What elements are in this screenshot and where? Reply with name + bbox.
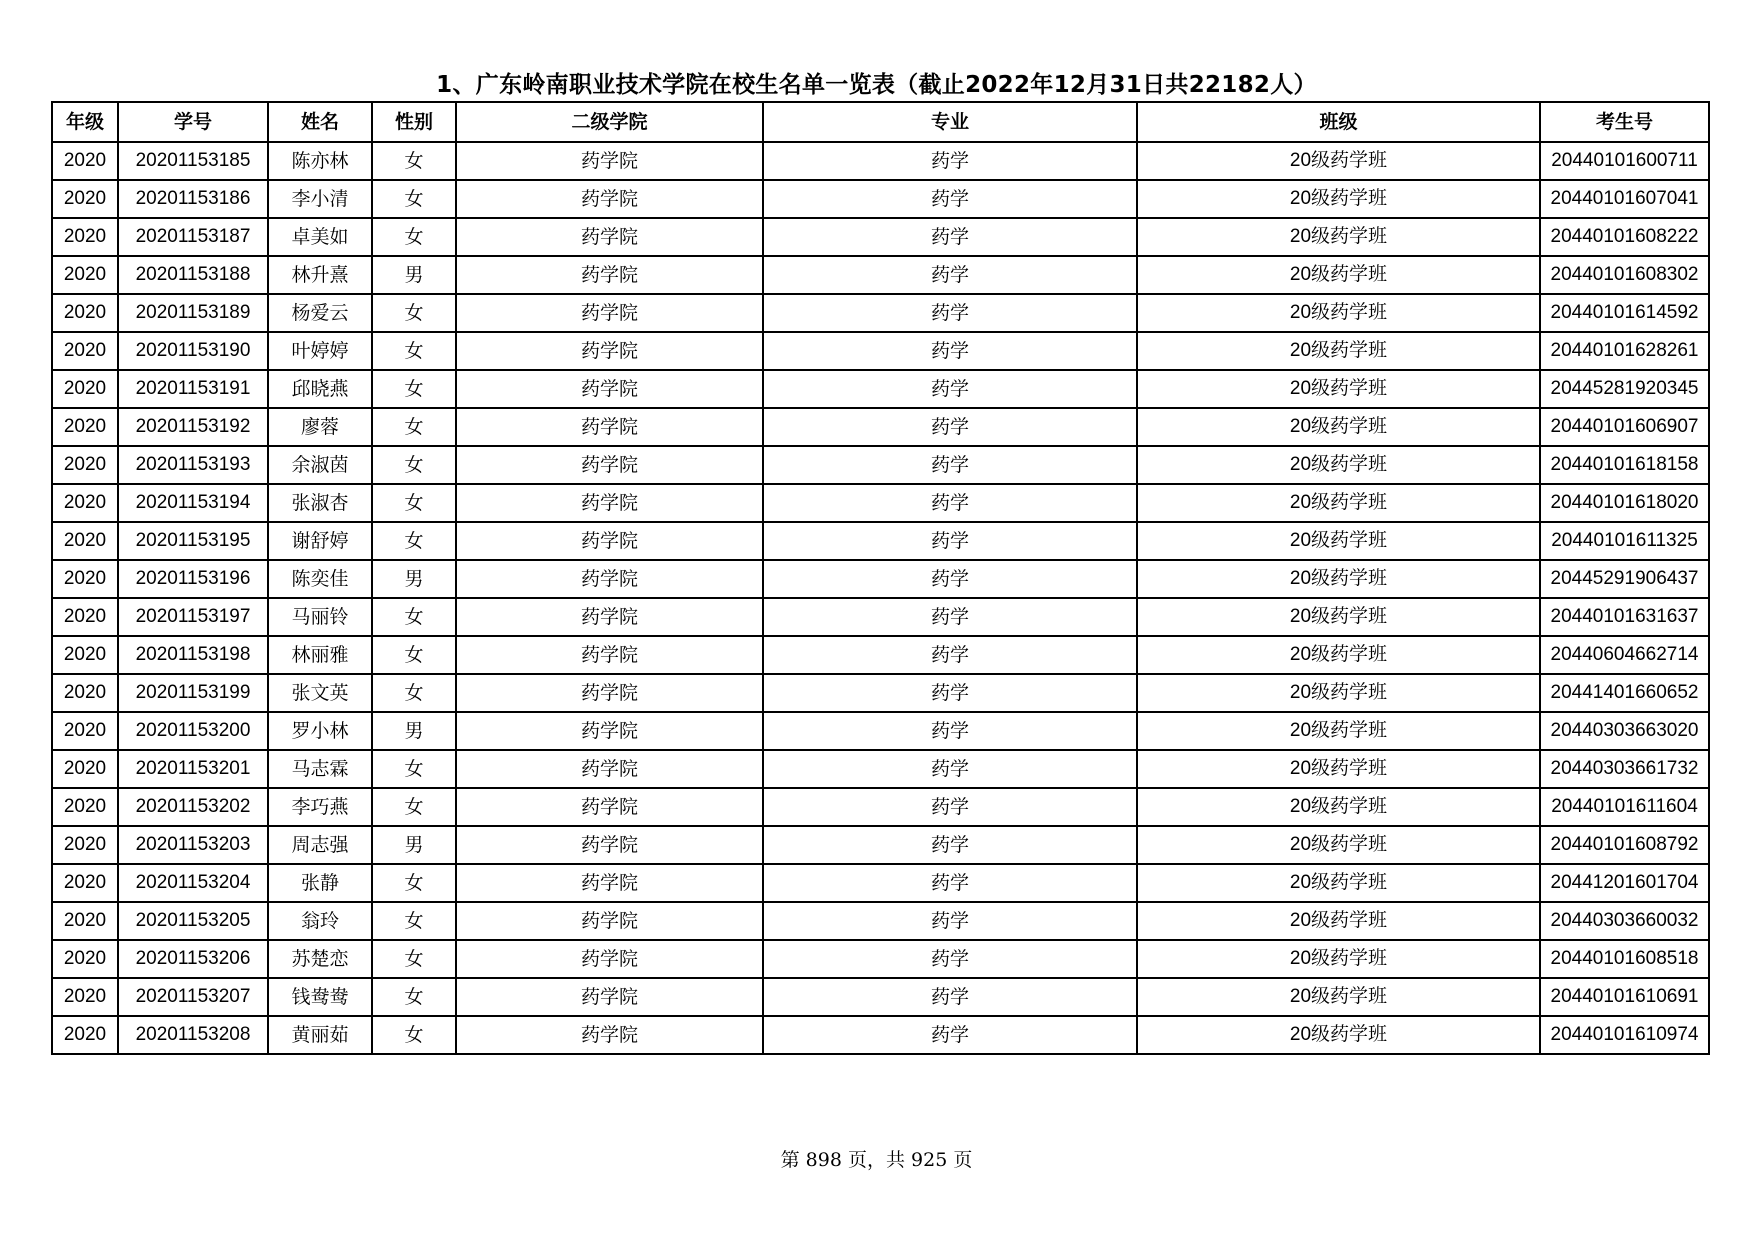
- grade-cell: 2020: [52, 674, 118, 712]
- gender-cell: 女: [372, 978, 456, 1016]
- gender-cell: 男: [372, 826, 456, 864]
- class-cell: 20级药学班: [1137, 598, 1540, 636]
- table-row: [52, 978, 1709, 1016]
- class-cell: 20级药学班: [1137, 560, 1540, 598]
- major-cell: 药学: [763, 636, 1137, 674]
- college-cell: 药学院: [456, 218, 763, 256]
- student-id-cell: 20201153207: [118, 978, 268, 1016]
- student-id-cell: 20201153185: [118, 142, 268, 180]
- student-id-cell: 20201153196: [118, 560, 268, 598]
- student-id-cell: 20201153186: [118, 180, 268, 218]
- student-id-cell: 20201153192: [118, 408, 268, 446]
- name-cell: 马丽铃: [268, 598, 372, 636]
- college-cell: 药学院: [456, 180, 763, 218]
- grade-cell: 2020: [52, 750, 118, 788]
- student-id-cell: 20201153195: [118, 522, 268, 560]
- class-cell: 20级药学班: [1137, 902, 1540, 940]
- exam-number-cell: 20440101628261: [1540, 332, 1709, 370]
- class-cell: 20级药学班: [1137, 370, 1540, 408]
- column-header-class: 班级: [1137, 102, 1540, 142]
- exam-number-cell: 20440101610974: [1540, 1016, 1709, 1054]
- table-row: [52, 712, 1709, 750]
- grade-cell: 2020: [52, 142, 118, 180]
- gender-cell: 女: [372, 408, 456, 446]
- table-row: [52, 408, 1709, 446]
- exam-number-cell: 20440101600711: [1540, 142, 1709, 180]
- grade-cell: 2020: [52, 636, 118, 674]
- name-cell: 陈亦林: [268, 142, 372, 180]
- student-id-cell: 20201153190: [118, 332, 268, 370]
- college-cell: 药学院: [456, 256, 763, 294]
- exam-number-cell: 20445281920345: [1540, 370, 1709, 408]
- gender-cell: 女: [372, 522, 456, 560]
- student-id-cell: 20201153201: [118, 750, 268, 788]
- class-cell: 20级药学班: [1137, 408, 1540, 446]
- exam-number-cell: 20440101611604: [1540, 788, 1709, 826]
- grade-cell: 2020: [52, 560, 118, 598]
- major-cell: 药学: [763, 560, 1137, 598]
- name-cell: 李小清: [268, 180, 372, 218]
- exam-number-cell: 20440101618020: [1540, 484, 1709, 522]
- college-cell: 药学院: [456, 940, 763, 978]
- student-id-cell: 20201153206: [118, 940, 268, 978]
- header-row: [52, 102, 1709, 142]
- table-row: [52, 902, 1709, 940]
- college-cell: 药学院: [456, 636, 763, 674]
- class-cell: 20级药学班: [1137, 294, 1540, 332]
- column-header-grade: 年级: [52, 102, 118, 142]
- name-cell: 苏楚恋: [268, 940, 372, 978]
- gender-cell: 男: [372, 712, 456, 750]
- grade-cell: 2020: [52, 826, 118, 864]
- college-cell: 药学院: [456, 484, 763, 522]
- class-cell: 20级药学班: [1137, 256, 1540, 294]
- major-cell: 药学: [763, 446, 1137, 484]
- grade-cell: 2020: [52, 484, 118, 522]
- table-row: [52, 446, 1709, 484]
- class-cell: 20级药学班: [1137, 864, 1540, 902]
- table-row: [52, 522, 1709, 560]
- page-footer: 第 898 页，共 925 页: [780, 1149, 973, 1171]
- major-cell: 药学: [763, 826, 1137, 864]
- gender-cell: 女: [372, 864, 456, 902]
- class-cell: 20级药学班: [1137, 142, 1540, 180]
- major-cell: 药学: [763, 788, 1137, 826]
- college-cell: 药学院: [456, 712, 763, 750]
- name-cell: 罗小林: [268, 712, 372, 750]
- grade-cell: 2020: [52, 598, 118, 636]
- gender-cell: 女: [372, 636, 456, 674]
- exam-number-cell: 20440303661732: [1540, 750, 1709, 788]
- name-cell: 林升熹: [268, 256, 372, 294]
- major-cell: 药学: [763, 256, 1137, 294]
- exam-number-cell: 20441201601704: [1540, 864, 1709, 902]
- college-cell: 药学院: [456, 294, 763, 332]
- gender-cell: 女: [372, 218, 456, 256]
- name-cell: 谢舒婷: [268, 522, 372, 560]
- table-row: [52, 674, 1709, 712]
- exam-number-cell: 20440101606907: [1540, 408, 1709, 446]
- table-row: [52, 370, 1709, 408]
- major-cell: 药学: [763, 674, 1137, 712]
- gender-cell: 女: [372, 142, 456, 180]
- name-cell: 廖蓉: [268, 408, 372, 446]
- class-cell: 20级药学班: [1137, 674, 1540, 712]
- table-row: [52, 484, 1709, 522]
- table-row: [52, 560, 1709, 598]
- class-cell: 20级药学班: [1137, 446, 1540, 484]
- student-id-cell: 20201153197: [118, 598, 268, 636]
- student-roster-table: [51, 101, 1710, 1055]
- class-cell: 20级药学班: [1137, 788, 1540, 826]
- exam-number-cell: 20440101608222: [1540, 218, 1709, 256]
- major-cell: 药学: [763, 750, 1137, 788]
- grade-cell: 2020: [52, 332, 118, 370]
- class-cell: 20级药学班: [1137, 180, 1540, 218]
- class-cell: 20级药学班: [1137, 636, 1540, 674]
- college-cell: 药学院: [456, 978, 763, 1016]
- college-cell: 药学院: [456, 674, 763, 712]
- table-body: [52, 142, 1709, 1054]
- page-title: 1、广东岭南职业技术学院在校生名单一览表（截止2022年12月31日共22182人）: [436, 72, 1317, 98]
- name-cell: 钱鸯鸯: [268, 978, 372, 1016]
- student-id-cell: 20201153187: [118, 218, 268, 256]
- gender-cell: 女: [372, 940, 456, 978]
- major-cell: 药学: [763, 522, 1137, 560]
- major-cell: 药学: [763, 978, 1137, 1016]
- name-cell: 余淑茵: [268, 446, 372, 484]
- grade-cell: 2020: [52, 1016, 118, 1054]
- gender-cell: 女: [372, 788, 456, 826]
- name-cell: 邱晓燕: [268, 370, 372, 408]
- gender-cell: 女: [372, 294, 456, 332]
- class-cell: 20级药学班: [1137, 826, 1540, 864]
- grade-cell: 2020: [52, 218, 118, 256]
- exam-number-cell: 20440101608518: [1540, 940, 1709, 978]
- class-cell: 20级药学班: [1137, 1016, 1540, 1054]
- exam-number-cell: 20445291906437: [1540, 560, 1709, 598]
- grade-cell: 2020: [52, 180, 118, 218]
- table-row: [52, 332, 1709, 370]
- grade-cell: 2020: [52, 788, 118, 826]
- major-cell: 药学: [763, 864, 1137, 902]
- class-cell: 20级药学班: [1137, 712, 1540, 750]
- major-cell: 药学: [763, 218, 1137, 256]
- grade-cell: 2020: [52, 902, 118, 940]
- name-cell: 卓美如: [268, 218, 372, 256]
- table-row: [52, 788, 1709, 826]
- table-row: [52, 636, 1709, 674]
- column-header-student-id: 学号: [118, 102, 268, 142]
- exam-number-cell: 20440101608792: [1540, 826, 1709, 864]
- table-row: [52, 826, 1709, 864]
- column-header-name: 姓名: [268, 102, 372, 142]
- grade-cell: 2020: [52, 864, 118, 902]
- exam-number-cell: 20440101631637: [1540, 598, 1709, 636]
- major-cell: 药学: [763, 940, 1137, 978]
- college-cell: 药学院: [456, 560, 763, 598]
- class-cell: 20级药学班: [1137, 484, 1540, 522]
- exam-number-cell: 20440303660032: [1540, 902, 1709, 940]
- major-cell: 药学: [763, 598, 1137, 636]
- table-row: [52, 750, 1709, 788]
- major-cell: 药学: [763, 180, 1137, 218]
- college-cell: 药学院: [456, 142, 763, 180]
- exam-number-cell: 20441401660652: [1540, 674, 1709, 712]
- class-cell: 20级药学班: [1137, 332, 1540, 370]
- college-cell: 药学院: [456, 1016, 763, 1054]
- student-id-cell: 20201153208: [118, 1016, 268, 1054]
- name-cell: 叶婷婷: [268, 332, 372, 370]
- name-cell: 林丽雅: [268, 636, 372, 674]
- major-cell: 药学: [763, 902, 1137, 940]
- gender-cell: 女: [372, 370, 456, 408]
- name-cell: 杨爱云: [268, 294, 372, 332]
- student-id-cell: 20201153199: [118, 674, 268, 712]
- name-cell: 张淑杏: [268, 484, 372, 522]
- student-id-cell: 20201153189: [118, 294, 268, 332]
- table-row: [52, 180, 1709, 218]
- gender-cell: 女: [372, 902, 456, 940]
- gender-cell: 女: [372, 1016, 456, 1054]
- major-cell: 药学: [763, 294, 1137, 332]
- college-cell: 药学院: [456, 370, 763, 408]
- student-id-cell: 20201153203: [118, 826, 268, 864]
- table-row: [52, 1016, 1709, 1054]
- major-cell: 药学: [763, 370, 1137, 408]
- major-cell: 药学: [763, 712, 1137, 750]
- gender-cell: 女: [372, 180, 456, 218]
- exam-number-cell: 20440101610691: [1540, 978, 1709, 1016]
- gender-cell: 女: [372, 484, 456, 522]
- college-cell: 药学院: [456, 522, 763, 560]
- name-cell: 马志霖: [268, 750, 372, 788]
- college-cell: 药学院: [456, 332, 763, 370]
- table-row: [52, 864, 1709, 902]
- college-cell: 药学院: [456, 598, 763, 636]
- exam-number-cell: 20440101608302: [1540, 256, 1709, 294]
- major-cell: 药学: [763, 484, 1137, 522]
- grade-cell: 2020: [52, 446, 118, 484]
- grade-cell: 2020: [52, 408, 118, 446]
- class-cell: 20级药学班: [1137, 978, 1540, 1016]
- student-id-cell: 20201153204: [118, 864, 268, 902]
- gender-cell: 女: [372, 674, 456, 712]
- column-header-major: 专业: [763, 102, 1137, 142]
- class-cell: 20级药学班: [1137, 940, 1540, 978]
- grade-cell: 2020: [52, 978, 118, 1016]
- table-row: [52, 218, 1709, 256]
- exam-number-cell: 20440101618158: [1540, 446, 1709, 484]
- student-id-cell: 20201153202: [118, 788, 268, 826]
- grade-cell: 2020: [52, 712, 118, 750]
- gender-cell: 男: [372, 256, 456, 294]
- major-cell: 药学: [763, 408, 1137, 446]
- college-cell: 药学院: [456, 408, 763, 446]
- student-id-cell: 20201153205: [118, 902, 268, 940]
- class-cell: 20级药学班: [1137, 750, 1540, 788]
- name-cell: 翁玲: [268, 902, 372, 940]
- exam-number-cell: 20440101607041: [1540, 180, 1709, 218]
- college-cell: 药学院: [456, 826, 763, 864]
- student-id-cell: 20201153191: [118, 370, 268, 408]
- column-header-exam-number: 考生号: [1540, 102, 1709, 142]
- grade-cell: 2020: [52, 294, 118, 332]
- column-header-college: 二级学院: [456, 102, 763, 142]
- college-cell: 药学院: [456, 864, 763, 902]
- student-id-cell: 20201153188: [118, 256, 268, 294]
- grade-cell: 2020: [52, 522, 118, 560]
- exam-number-cell: 20440604662714: [1540, 636, 1709, 674]
- gender-cell: 女: [372, 750, 456, 788]
- student-id-cell: 20201153200: [118, 712, 268, 750]
- name-cell: 周志强: [268, 826, 372, 864]
- grade-cell: 2020: [52, 940, 118, 978]
- grade-cell: 2020: [52, 256, 118, 294]
- college-cell: 药学院: [456, 902, 763, 940]
- gender-cell: 女: [372, 446, 456, 484]
- exam-number-cell: 20440303663020: [1540, 712, 1709, 750]
- exam-number-cell: 20440101611325: [1540, 522, 1709, 560]
- college-cell: 药学院: [456, 788, 763, 826]
- table-row: [52, 940, 1709, 978]
- table-row: [52, 294, 1709, 332]
- gender-cell: 女: [372, 332, 456, 370]
- name-cell: 黄丽茹: [268, 1016, 372, 1054]
- grade-cell: 2020: [52, 370, 118, 408]
- gender-cell: 女: [372, 598, 456, 636]
- major-cell: 药学: [763, 332, 1137, 370]
- name-cell: 张静: [268, 864, 372, 902]
- class-cell: 20级药学班: [1137, 218, 1540, 256]
- table-row: [52, 598, 1709, 636]
- table-row: [52, 256, 1709, 294]
- table-row: [52, 142, 1709, 180]
- student-id-cell: 20201153193: [118, 446, 268, 484]
- college-cell: 药学院: [456, 750, 763, 788]
- class-cell: 20级药学班: [1137, 522, 1540, 560]
- major-cell: 药学: [763, 1016, 1137, 1054]
- major-cell: 药学: [763, 142, 1137, 180]
- name-cell: 张文英: [268, 674, 372, 712]
- exam-number-cell: 20440101614592: [1540, 294, 1709, 332]
- gender-cell: 男: [372, 560, 456, 598]
- name-cell: 李巧燕: [268, 788, 372, 826]
- column-header-gender: 性别: [372, 102, 456, 142]
- name-cell: 陈奕佳: [268, 560, 372, 598]
- college-cell: 药学院: [456, 446, 763, 484]
- student-id-cell: 20201153194: [118, 484, 268, 522]
- student-id-cell: 20201153198: [118, 636, 268, 674]
